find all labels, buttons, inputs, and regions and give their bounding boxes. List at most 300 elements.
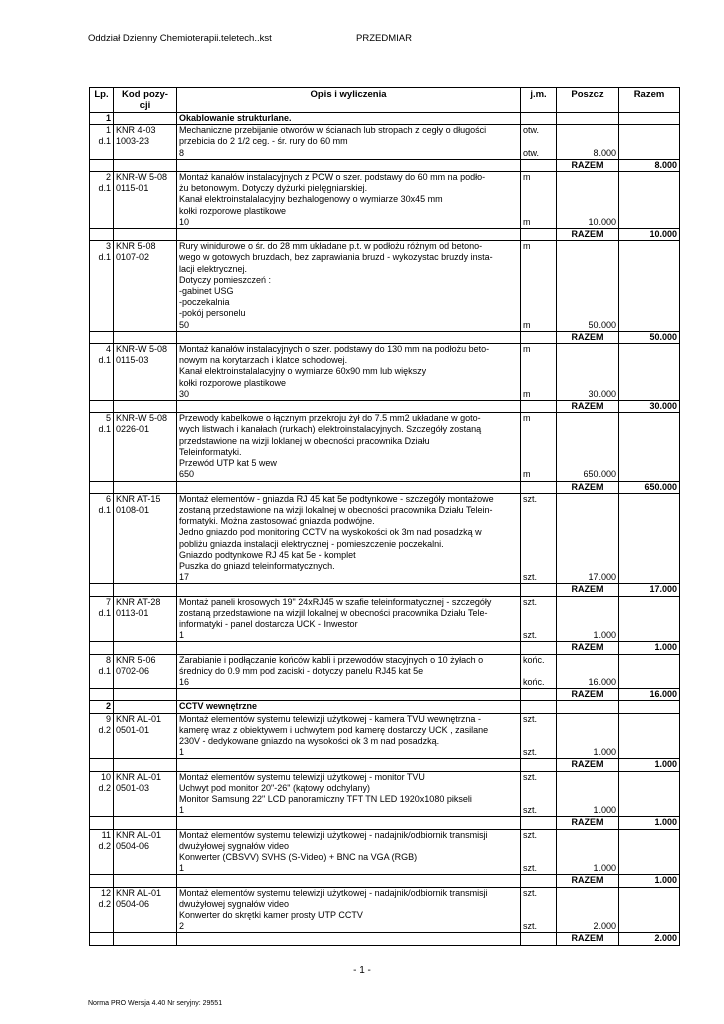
catalog-table-code: 1003-23 [116,136,150,147]
description-line: przedstawione na wizji loklanej w obecności pracownika Działu [179,435,430,446]
description-line: Teleinformatyki. [179,446,242,457]
description-line: Mechaniczne przebijanie otworów w ścianach lub stropach z cegły o długości [179,125,487,136]
spacer [523,436,554,447]
position-description [177,172,521,229]
section-empty-cell [521,113,557,125]
position-unit [521,241,557,332]
description-line: kołki rozporowe plastikowe [179,205,287,216]
catalog-table-code: 0115-01 [116,183,149,194]
position-code [114,654,177,689]
razem-empty-cell [90,229,114,241]
razem-empty-cell [90,817,114,829]
position-description [177,829,521,875]
table-body [90,113,680,946]
position-description [177,344,521,401]
position-lp [90,829,114,875]
document-title: PRZEDMIAR [356,33,412,44]
razem-empty-cell [521,159,557,171]
col-header-razem: Razem [619,88,680,113]
calculation-line: 2 [179,921,185,932]
razem-row [90,481,680,493]
razem-empty-cell [177,229,521,241]
razem-label: RAZEM [557,481,619,493]
section-title: Okablowanie strukturlane. [177,113,521,125]
catalog-table-code: 0504-06 [116,840,150,851]
razem-empty-cell [114,401,177,413]
spacer [523,538,554,549]
spacer [523,852,554,863]
calculation-line: 1 [179,863,185,874]
calculation-line: 10 [179,216,190,227]
position-row [90,241,680,332]
position-row [90,596,680,642]
position-section-ref: d.1 [98,424,111,435]
spacer [523,297,554,308]
position-total-empty [619,413,680,481]
table-header-row [90,88,680,113]
razem-empty-cell [90,584,114,596]
razem-value: 1.000 [619,875,680,887]
description-line: Jedno gniazdo pod monitoring CCTV na wyskokości ok 3m nad posadzką w [179,527,482,538]
spacer [523,286,554,297]
description-line: Montaż elementów - gniazda RJ 45 kat 5e podtynkowe - szczegóły montażowe [179,493,494,504]
position-number: 4 [105,344,111,355]
position-code [114,125,177,160]
razem-label: RAZEM [557,331,619,343]
position-number: 8 [105,654,111,665]
razem-empty-cell [114,642,177,654]
description-line: lacji elektrycznej. [179,263,248,274]
calc-unit-label: m [523,469,531,480]
position-total-empty [619,344,680,401]
position-section-ref: d.1 [98,136,111,147]
position-row [90,829,680,875]
description-line: Kanał elektroinstalalacyjny o wymiarze 60x90 mm lub większy [179,366,427,377]
razem-value: 8.000 [619,159,680,171]
position-code [114,344,177,401]
spacer [523,550,554,561]
position-subtotal-cell [557,887,619,933]
description-line: przebicia do 2 1/2 ceg. - śr. rury do 60 mm [179,136,348,147]
section-empty-cell [619,701,680,713]
calc-unit-label: otw. [523,147,540,158]
razem-row [90,933,680,945]
razem-value: 2.000 [619,933,680,945]
razem-empty-cell [521,875,557,887]
position-unit [521,654,557,689]
position-description [177,493,521,584]
razem-value: 1.000 [619,759,680,771]
position-section-ref: d.1 [98,355,111,366]
description-line: Uchwyt pod monitor 20"-26" (kątowy odchylany) [179,782,370,793]
razem-value: 10.000 [619,229,680,241]
spacer [523,666,554,677]
position-number: 2 [105,172,111,183]
position-number: 12 [100,887,111,898]
description-line: wych listwach i kanałach (rurkach) elektroinstalacyjnych. Szczegóły zostaną [179,424,482,435]
calc-unit-label: m [523,216,531,227]
catalog-code: KNR 4-03 [116,125,156,136]
razem-row [90,642,680,654]
razem-label: RAZEM [557,817,619,829]
description-line: Montaż kanałów instalacyjnych o szer. podstawy do 130 mm na podłożu beto- [179,344,490,355]
razem-empty-cell [114,689,177,701]
position-unit [521,596,557,642]
position-description [177,654,521,689]
position-description [177,887,521,933]
spacer [523,794,554,805]
description-line: 230V - dedykowane gniazdo na wysokości ok 3 m nad posadzką. [179,735,440,746]
position-code [114,713,177,759]
position-section-ref: d.2 [98,724,111,735]
razem-empty-cell [114,229,177,241]
position-total-empty [619,887,680,933]
position-unit [521,771,557,817]
software-footer: Norma PRO Wersja 4.40 Nr seryjny: 29551 [88,1000,223,1007]
position-unit [521,493,557,584]
unit-label: m [523,413,531,424]
position-section-ref: d.2 [98,898,111,909]
razem-row [90,229,680,241]
razem-row [90,331,680,343]
unit-label: szt. [523,713,538,724]
position-total-empty [619,829,680,875]
position-subtotal-cell [557,344,619,401]
section-row [90,701,680,713]
unit-label: szt. [523,887,538,898]
calculation-line: 650 [179,469,195,480]
position-number: 10 [100,771,111,782]
razem-label: RAZEM [557,759,619,771]
razem-empty-cell [177,933,521,945]
description-line: Kanał elektroinstalalacyjny bezhalogenowy o wymiarze 30x45 mm [179,194,443,205]
position-subtotal-cell [557,172,619,229]
catalog-code: KNR-W 5-08 [116,172,168,183]
spacer [523,899,554,910]
position-section-ref: d.1 [98,504,111,515]
razem-empty-cell [90,481,114,493]
description-line: Montaż kanałów instalacyjnych z PCW o szer. podstawy do 60 mm na podło- [179,172,486,183]
position-row [90,344,680,401]
description-line: Zarabianie i podłączanie końców kabli i przewodów stacyjnych o 10 żyłach o [179,654,484,665]
calculation-line: 8 [179,147,185,158]
spacer [523,783,554,794]
razem-value: 30.000 [619,401,680,413]
razem-empty-cell [521,689,557,701]
razem-label: RAZEM [557,159,619,171]
description-line: Montaż elementów systemu telewizji użytkowej - monitor TVU [179,771,425,782]
position-description [177,125,521,160]
razem-empty-cell [90,642,114,654]
description-line: Gniazdo podtynkowe RJ 45 kat 5e - komplet [179,549,356,560]
description-line: Puszka do gniazd teleinformatycznych. [179,560,335,571]
razem-empty-cell [521,481,557,493]
razem-label: RAZEM [557,401,619,413]
section-empty-cell [114,113,177,125]
spacer [523,527,554,538]
spacer [523,355,554,366]
description-line: Montaż elementów systemu telewizji użytkowej - nadajnik/odbiornik transmisji [179,887,488,898]
catalog-table-code: 0504-06 [116,898,150,909]
position-section-ref: d.1 [98,665,111,676]
calc-unit-label: szt. [523,630,538,641]
catalog-code: KNR AL-01 [116,887,162,898]
description-line: nowym na korytarzach i klatce schodowej. [179,355,348,366]
description-line: żu betonowym. Dotyczy dyżurki pielęgniarskiej. [179,183,368,194]
razem-empty-cell [521,229,557,241]
position-number: 9 [105,713,111,724]
calc-unit-label: szt. [523,572,538,583]
description-line: zostaną przedstawione na wizjil lokalnej w obecności pracownika Działu Tele- [179,607,488,618]
position-unit [521,125,557,160]
catalog-code: KNR AL-01 [116,829,162,840]
razem-empty-cell [90,331,114,343]
calculation-line: 50 [179,319,190,330]
calculation-line: 1 [179,747,185,758]
razem-row [90,584,680,596]
position-total-empty [619,241,680,332]
razem-row [90,401,680,413]
position-number: 1 [105,125,111,136]
razem-empty-cell [177,401,521,413]
razem-empty-cell [90,875,114,887]
razem-empty-cell [521,584,557,596]
position-description [177,596,521,642]
section-row [90,113,680,125]
position-total-empty [619,493,680,584]
description-line: Konwerter (CBSVV) SVHS (S-Video) + BNC na VGA (RGB) [179,852,418,862]
position-lp [90,713,114,759]
position-unit [521,887,557,933]
razem-empty-cell [114,933,177,945]
position-subtotal-cell [557,713,619,759]
spacer [523,136,554,147]
position-total-empty [619,713,680,759]
position-subtotal-cell [557,125,619,160]
document-file-name: Oddział Dzienny Chemioterapii.teletech..kst [88,33,272,44]
position-total-empty [619,125,680,160]
position-code [114,172,177,229]
section-empty-cell [557,701,619,713]
section-empty-cell [619,113,680,125]
spacer [523,725,554,736]
position-description [177,713,521,759]
position-section-ref: d.2 [98,782,111,793]
section-empty-cell [557,113,619,125]
position-row [90,125,680,160]
section-empty-cell [114,701,177,713]
description-line: średnicy do 0.9 mm pod zaciski - dotyczy panelu RJ45 kat 5e [179,665,424,676]
calculation-line: 1 [179,805,185,816]
position-code [114,887,177,933]
subtotal-value: 10.000 [588,216,616,227]
position-lp [90,241,114,332]
calc-unit-label: m [523,319,531,330]
subtotal-value: 50.000 [588,319,616,330]
calc-unit-label: szt. [523,921,538,932]
catalog-table-code: 0115-03 [116,355,149,366]
position-number: 7 [105,596,111,607]
razem-value: 17.000 [619,584,680,596]
description-line: zostaną przedstawione na wizji lokalnej w obecności pracownika Działu Telein- [179,504,493,515]
catalog-table-code: 0501-03 [116,782,150,793]
catalog-table-code: 0113-01 [116,607,149,618]
subtotal-value: 30.000 [588,388,616,399]
spacer [523,910,554,921]
razem-empty-cell [521,817,557,829]
catalog-table-code: 0226-01 [116,424,150,435]
position-subtotal-cell [557,596,619,642]
subtotal-value: 16.000 [588,676,616,687]
position-section-ref: d.1 [98,183,111,194]
position-unit [521,344,557,401]
razem-value: 650.000 [619,481,680,493]
description-line: informatyki - panel dostarcza UCK - Inwestor [179,618,358,629]
position-lp [90,344,114,401]
spacer [523,561,554,572]
position-section-ref: d.2 [98,840,111,851]
col-header-opis: Opis i wyliczenia [177,88,521,113]
position-total-empty [619,771,680,817]
position-row [90,172,680,229]
spacer [523,378,554,389]
razem-row [90,689,680,701]
position-lp [90,654,114,689]
position-description [177,413,521,481]
razem-empty-cell [177,481,521,493]
position-unit [521,713,557,759]
razem-empty-cell [521,331,557,343]
calculation-line: 1 [179,630,185,641]
razem-empty-cell [90,933,114,945]
description-line: Dotyczy pomieszczeń : [179,274,272,285]
razem-row [90,817,680,829]
section-empty-cell [521,701,557,713]
razem-empty-cell [114,817,177,829]
razem-empty-cell [177,642,521,654]
catalog-table-code: 0702-06 [116,665,150,676]
description-line: Monitor Samsung 22" LCD panoramiczny TFT TN LED 1920x1080 pikseli [179,793,472,804]
description-line: Montaż elementów systemu telewizji użytkowej - kamera TVU wewnętrzna - [179,713,481,724]
razem-empty-cell [521,401,557,413]
catalog-code: KNR AL-01 [116,771,162,782]
position-row [90,493,680,584]
razem-empty-cell [90,759,114,771]
razem-empty-cell [114,331,177,343]
subtotal-value: 1.000 [593,630,616,641]
section-number: 1 [90,113,114,125]
position-lp [90,172,114,229]
spacer [523,505,554,516]
spacer [523,424,554,435]
position-number: 11 [101,829,111,840]
razem-value: 16.000 [619,689,680,701]
spacer [523,736,554,747]
position-total-empty [619,596,680,642]
position-section-ref: d.1 [98,252,111,263]
description-line: dwużyłowej sygnałów video [179,840,290,851]
position-number: 6 [105,493,111,504]
spacer [523,183,554,194]
description-line: Montaż paneli krosowych 19" 24xRJ45 w szafie teleinformatycznej - szczegóły [179,596,492,607]
position-code [114,771,177,817]
subtotal-value: 8.000 [593,147,616,158]
spacer [523,608,554,619]
razem-value: 1.000 [619,817,680,829]
position-code [114,493,177,584]
catalog-code: KNR AT-15 [116,493,161,504]
spacer [523,458,554,469]
unit-label: szt. [523,493,538,504]
unit-label: otw. [523,125,540,136]
position-row [90,713,680,759]
razem-label: RAZEM [557,933,619,945]
catalog-code: KNR-W 5-08 [116,344,168,355]
position-code [114,829,177,875]
spacer [523,619,554,630]
spacer [523,275,554,286]
razem-empty-cell [90,689,114,701]
page-number: - 1 - [353,965,371,976]
razem-label: RAZEM [557,875,619,887]
catalog-code: KNR 5-06 [116,654,156,665]
razem-label: RAZEM [557,689,619,701]
position-unit [521,413,557,481]
section-number: 2 [90,701,114,713]
unit-label: m [523,241,531,252]
catalog-code: KNR 5-08 [116,241,156,252]
razem-empty-cell [114,481,177,493]
subtotal-value: 650.000 [583,469,616,480]
position-subtotal-cell [557,829,619,875]
razem-empty-cell [177,759,521,771]
col-header-kod: Kod pozy- cji [114,88,177,113]
catalog-table-code: 0501-01 [116,724,150,735]
section-title: CCTV wewnętrzne [177,701,521,713]
position-lp [90,493,114,584]
unit-label: m [523,172,531,183]
position-code [114,241,177,332]
spacer [523,447,554,458]
position-number: 3 [105,241,111,252]
razem-empty-cell [177,331,521,343]
razem-empty-cell [90,159,114,171]
position-lp [90,596,114,642]
razem-empty-cell [114,875,177,887]
razem-label: RAZEM [557,229,619,241]
unit-label: m [523,344,531,355]
position-row [90,887,680,933]
unit-label: szt. [523,596,538,607]
razem-empty-cell [521,642,557,654]
position-lp [90,771,114,817]
unit-label: końc. [523,654,545,665]
col-header-jm: j.m. [521,88,557,113]
catalog-table-code: 0107-02 [116,252,150,263]
subtotal-value: 1.000 [593,863,616,874]
razem-empty-cell [177,584,521,596]
calculation-line: 16 [179,676,190,687]
description-line: Przewód UTP kat 5 wew [179,458,277,469]
razem-empty-cell [90,401,114,413]
razem-empty-cell [177,817,521,829]
position-number: 5 [105,413,111,424]
position-description [177,771,521,817]
calc-unit-label: szt. [523,747,538,758]
razem-empty-cell [177,875,521,887]
razem-empty-cell [177,159,521,171]
catalog-code: KNR AL-01 [116,713,162,724]
